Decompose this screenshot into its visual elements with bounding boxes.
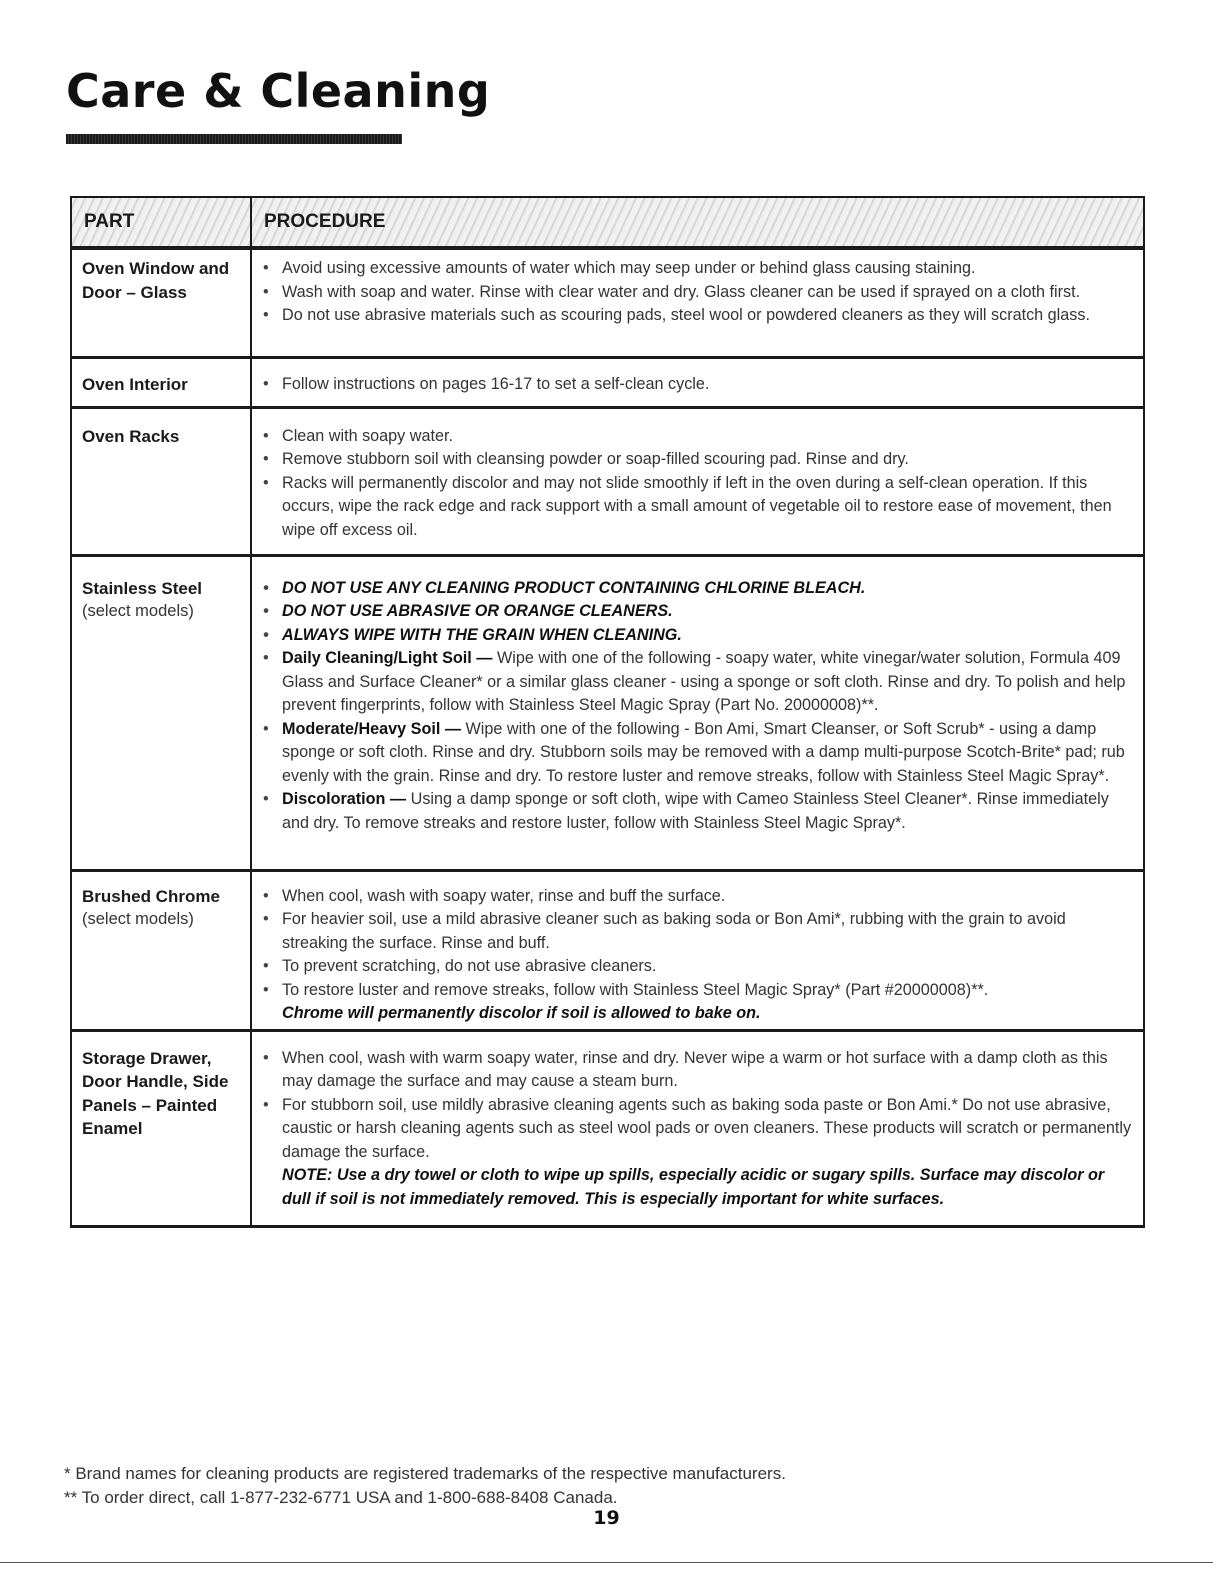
item-text: Wipe with one of the following - Bon Ami, Smart Cleanser, or Soft Scrub* - using a damp sponge or soft cloth. Rinse and dry. Stubborn soils may be removed with a damp multi-purpose Scotch-Brite* pad; rub evenly with the grain. Rinse and dry. To restore luster and remove streaks, follow with Stainless Steel Magic Spray*. [282, 719, 1125, 785]
part-label: Oven Window and Door – Glass [71, 248, 251, 357]
procedure-cell [251, 357, 1144, 407]
item-text: Using a damp sponge or soft cloth, wipe with Cameo Stainless Steel Cleaner*. Rinse immediately and dry. To remove streaks and restore luster, follow with Stainless Steel Magic Spray*. [282, 790, 1109, 832]
procedure-cell [251, 870, 1144, 1030]
list-item: • Avoid using excessive amounts of water which may seep under or behind glass causing staining. [262, 257, 1133, 281]
table-row-painted-enamel [71, 1030, 1144, 1226]
part-cell [71, 555, 251, 870]
list-item: • Clean with soapy water. [262, 425, 1133, 449]
procedure-cell [251, 1030, 1144, 1226]
part-label: Stainless Steel [82, 578, 203, 598]
procedure-cell [251, 407, 1144, 555]
part-sublabel: (select models) [82, 602, 194, 620]
part-label: Brushed Chrome [82, 886, 220, 906]
warning-item: • DO NOT USE ABRASIVE OR ORANGE CLEANERS. [262, 600, 1133, 624]
table-header-row [71, 197, 1144, 248]
title-underline [66, 134, 402, 144]
item-lead: Discoloration — [282, 790, 407, 808]
item-lead: Moderate/Heavy Soil — [282, 719, 462, 738]
list-item: • To prevent scratching, do not use abrasive cleaners. [262, 955, 1133, 979]
table-row-oven-window [71, 248, 1144, 357]
list-item [262, 788, 1133, 835]
part-cell [71, 870, 251, 1030]
part-sublabel: (select models) [82, 910, 194, 928]
part-label: Oven Interior [71, 357, 251, 407]
footnote-brand: * Brand names for cleaning products are registered trademarks of the respective manufacturers. [64, 1464, 786, 1483]
list-item: • Wash with soap and water. Rinse with clear water and dry. Glass cleaner can be used if sprayed on a cloth first. [262, 281, 1133, 305]
list-item: • Do not use abrasive materials such as scouring pads, steel wool or powdered cleaners as they will scratch glass. [262, 304, 1133, 328]
list-item [262, 647, 1133, 718]
part-label: Oven Racks [71, 407, 251, 555]
item-text: Wipe with one of the following - soapy water, white vinegar/water solution, Formula 409 Glass and Surface Cleaner* or a similar glass cleaner - using a sponge or soft cloth. Rinse and dry. To polish and help prevent fingerprints, follow with Stainless Steel Magic Spray (Part No. 20000008)**. [282, 649, 1126, 714]
bottom-rule [0, 1562, 1213, 1563]
care-cleaning-table [70, 196, 1145, 1228]
chrome-note: Chrome will permanently discolor if soil is allowed to bake on. [282, 1004, 761, 1022]
procedure-cell [251, 248, 1144, 357]
part-column-header: PART [71, 197, 251, 248]
table-row-oven-racks [71, 407, 1144, 555]
list-item: • For stubborn soil, use mildly abrasive cleaning agents such as baking soda paste or Bon Ami.* Do not use abrasive, caustic or harsh cleaning agents such as steel wool pads or oven cleaners. These products will scratch or permanently damage the surface. [262, 1094, 1133, 1165]
list-item: • To restore luster and remove streaks, follow with Stainless Steel Magic Spray* (Part #20000008)**. [262, 979, 1133, 1003]
table-row-stainless-steel [71, 555, 1144, 870]
warning-item: • DO NOT USE ANY CLEANING PRODUCT CONTAINING CHLORINE BLEACH. [262, 577, 1133, 601]
footnote-order: ** To order direct, call 1-877-232-6771 USA and 1-800-688-8408 Canada. [64, 1488, 618, 1507]
procedure-cell [251, 555, 1144, 870]
enamel-note: NOTE: Use a dry towel or cloth to wipe up spills, especially acidic or sugary spills. Surface may discolor or dull if soil is not immediately removed. This is especially important for white surfaces. [282, 1166, 1105, 1208]
table-row-brushed-chrome [71, 870, 1144, 1030]
procedure-column-header: PROCEDURE [251, 197, 1144, 248]
list-item: • Remove stubborn soil with cleansing powder or soap-filled scouring pad. Rinse and dry. [262, 448, 1133, 472]
list-item [262, 718, 1133, 789]
list-item: • For heavier soil, use a mild abrasive cleaner such as baking soda or Bon Ami*, rubbing with the grain to avoid streaking the surface. Rinse and buff. [262, 908, 1133, 955]
page-title: Care & Cleaning [66, 64, 491, 118]
table-row-oven-interior [71, 357, 1144, 407]
warning-item: • ALWAYS WIPE WITH THE GRAIN WHEN CLEANING. [262, 624, 1133, 648]
list-item: • Racks will permanently discolor and may not slide smoothly if left in the oven during a self-clean operation. If this occurs, wipe the rack edge and rack support with a small amount of vegetable oil to restore ease of movement, then wipe off excess oil. [262, 472, 1133, 543]
footnotes [64, 1462, 1164, 1510]
list-item: • Follow instructions on pages 16-17 to set a self-clean cycle. [262, 373, 1133, 397]
list-item: • When cool, wash with warm soapy water, rinse and dry. Never wipe a warm or hot surface with a damp cloth as this may damage the surface and may cause a steam burn. [262, 1047, 1133, 1094]
list-item: • When cool, wash with soapy water, rinse and buff the surface. [262, 885, 1133, 909]
page-number: 19 [593, 1507, 620, 1529]
item-lead: Daily Cleaning/Light Soil — [282, 649, 493, 667]
part-label: Storage Drawer, Door Handle, Side Panels – Painted Enamel [71, 1030, 251, 1226]
